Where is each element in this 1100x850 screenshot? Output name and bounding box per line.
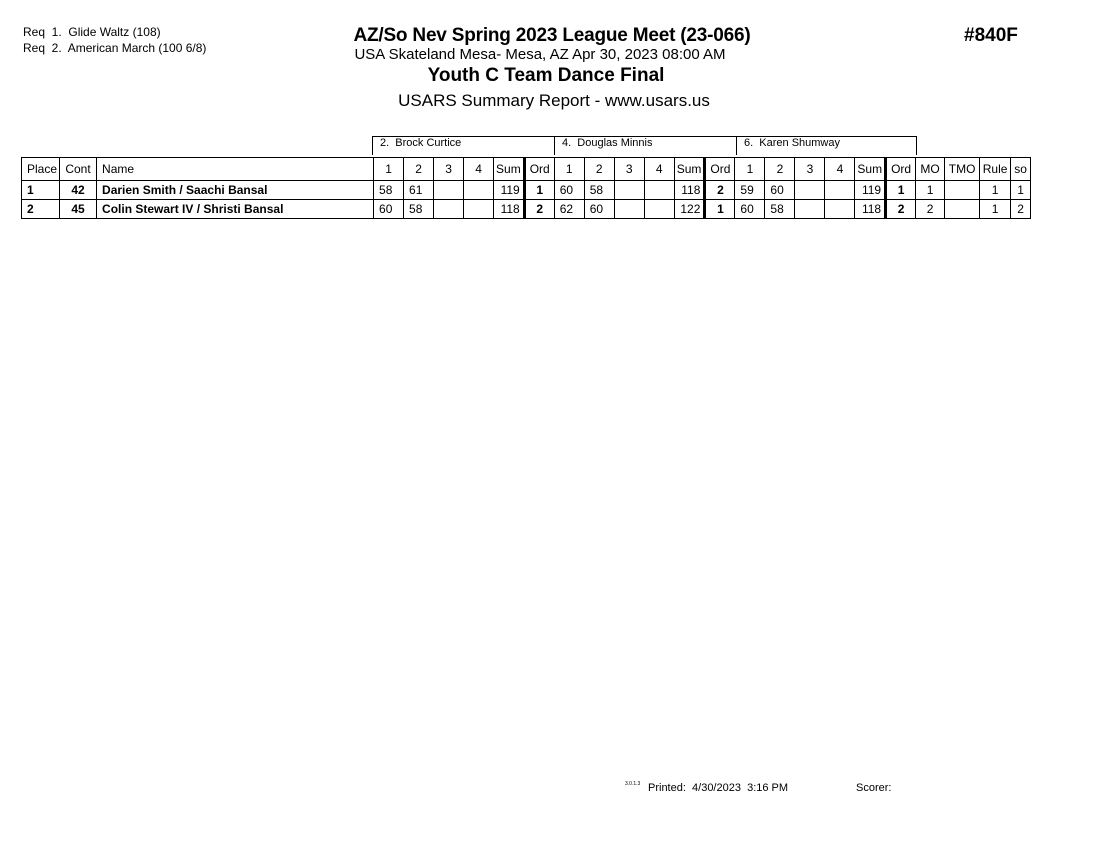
table-row <box>22 181 1031 200</box>
score-cell <box>644 200 674 219</box>
score-cell <box>434 200 464 219</box>
score-cell: 58 <box>584 181 614 200</box>
judges-header <box>372 136 917 155</box>
sum-cell: 118 <box>494 200 525 219</box>
col-score-1: 1 <box>374 158 404 181</box>
ord-cell: 1 <box>705 200 735 219</box>
event-title: Youth C Team Dance Final <box>427 65 665 86</box>
col-mo: MO <box>916 158 945 181</box>
sum-cell: 119 <box>855 181 886 200</box>
score-cell: 58 <box>765 200 795 219</box>
judge-name: 2. Brock Curtice <box>373 137 555 156</box>
team-name-cell: Darien Smith / Saachi Bansal <box>97 181 374 200</box>
score-cell <box>464 200 494 219</box>
score-cell: 59 <box>735 181 765 200</box>
ord-cell: 2 <box>524 200 554 219</box>
scorer-label: Scorer: <box>856 782 892 794</box>
col-score-3: 3 <box>614 158 644 181</box>
so-cell: 1 <box>1011 181 1031 200</box>
sum-cell: 118 <box>674 181 705 200</box>
report-title: USARS Summary Report - www.usars.us <box>398 91 710 110</box>
table-header-row <box>22 158 1031 181</box>
score-cell <box>614 181 644 200</box>
tmo-cell <box>945 181 980 200</box>
score-cell <box>795 181 825 200</box>
col-score-3: 3 <box>795 158 825 181</box>
score-cell: 58 <box>404 200 434 219</box>
version-number: 3.0.1.3 <box>625 781 641 787</box>
requirement-1: Req 1. Glide Waltz (108) <box>23 25 161 39</box>
so-cell: 2 <box>1011 200 1031 219</box>
col-score-2: 2 <box>765 158 795 181</box>
rule-cell: 1 <box>980 200 1011 219</box>
place-cell: 1 <box>22 181 60 200</box>
score-cell: 60 <box>584 200 614 219</box>
col-tmo: TMO <box>945 158 980 181</box>
event-code: #840F <box>964 25 1018 46</box>
tmo-cell <box>945 200 980 219</box>
meet-title: AZ/So Nev Spring 2023 League Meet (23-066) <box>353 25 751 46</box>
col-score-4: 4 <box>464 158 494 181</box>
judge-name: 4. Douglas Minnis <box>555 137 737 156</box>
col-ord: Ord <box>705 158 735 181</box>
score-cell: 60 <box>374 200 404 219</box>
printed-timestamp: Printed: 4/30/2023 3:16 PM <box>648 782 789 794</box>
judge-name: 6. Karen Shumway <box>737 137 917 156</box>
score-cell <box>644 181 674 200</box>
col-score-2: 2 <box>584 158 614 181</box>
ord-cell: 2 <box>705 181 735 200</box>
col-score-3: 3 <box>434 158 464 181</box>
score-cell <box>464 181 494 200</box>
sum-cell: 118 <box>855 200 886 219</box>
col-cont: Cont <box>60 158 97 181</box>
col-score-1: 1 <box>735 158 765 181</box>
col-so: so <box>1011 158 1031 181</box>
score-cell <box>434 181 464 200</box>
col-score-2: 2 <box>404 158 434 181</box>
score-cell <box>795 200 825 219</box>
ord-cell: 1 <box>886 181 916 200</box>
score-cell: 60 <box>765 181 795 200</box>
summary-table <box>21 157 1031 219</box>
score-cell: 58 <box>374 181 404 200</box>
sum-cell: 122 <box>674 200 705 219</box>
score-cell: 60 <box>554 181 584 200</box>
col-sum: Sum <box>855 158 886 181</box>
place-cell: 2 <box>22 200 60 219</box>
venue-date: USA Skateland Mesa- Mesa, AZ Apr 30, 2023 08:00 AM <box>354 46 726 63</box>
cont-cell: 42 <box>60 181 97 200</box>
score-cell: 60 <box>735 200 765 219</box>
cont-cell: 45 <box>60 200 97 219</box>
mo-cell: 2 <box>916 200 945 219</box>
col-sum: Sum <box>494 158 525 181</box>
col-ord: Ord <box>524 158 554 181</box>
col-score-4: 4 <box>644 158 674 181</box>
sum-cell: 119 <box>494 181 525 200</box>
score-cell <box>614 200 644 219</box>
score-cell <box>825 181 855 200</box>
team-name-cell: Colin Stewart IV / Shristi Bansal <box>97 200 374 219</box>
score-cell <box>825 200 855 219</box>
ord-cell: 1 <box>524 181 554 200</box>
table-row <box>22 200 1031 219</box>
col-place: Place <box>22 158 60 181</box>
col-rule: Rule <box>980 158 1011 181</box>
col-ord: Ord <box>886 158 916 181</box>
requirement-2: Req 2. American March (100 6/8) <box>23 41 207 55</box>
ord-cell: 2 <box>886 200 916 219</box>
score-cell: 61 <box>404 181 434 200</box>
score-cell: 62 <box>554 200 584 219</box>
col-sum: Sum <box>674 158 705 181</box>
col-score-1: 1 <box>554 158 584 181</box>
rule-cell: 1 <box>980 181 1011 200</box>
col-name: Name <box>97 158 374 181</box>
mo-cell: 1 <box>916 181 945 200</box>
col-score-4: 4 <box>825 158 855 181</box>
